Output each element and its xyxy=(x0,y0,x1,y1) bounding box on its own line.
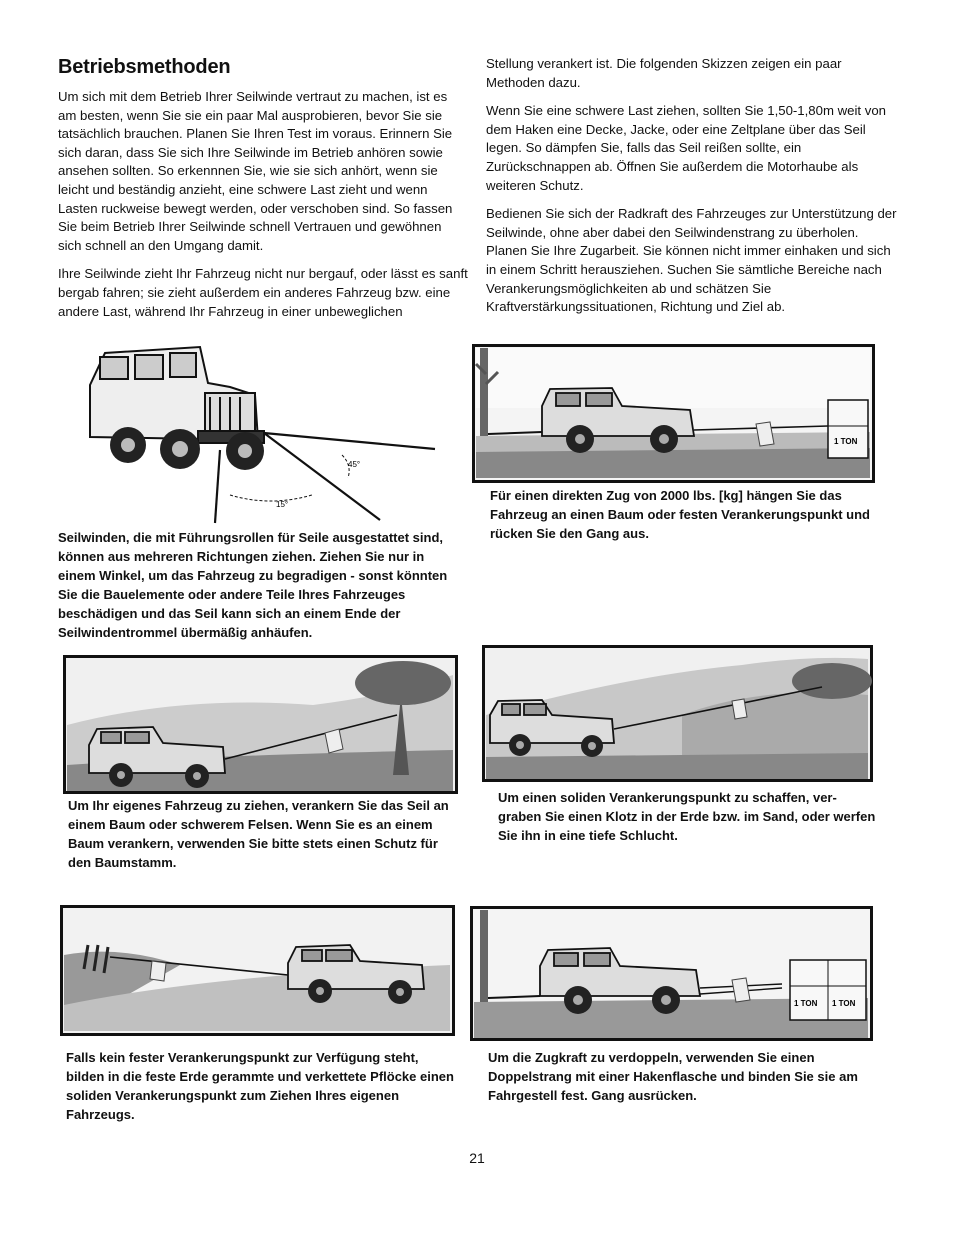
direct-pull-illustration xyxy=(472,344,876,484)
figure-caption: Seilwinden, die mit Führungsrollen für Seile ausgestattet sind, können aus mehreren Richtungen ziehen. Ziehen Sie nur in einem Winkel, um das Fahrzeug zu begradigen - sonst könnten Sie die Bauelemente oder andere Teile Ihres Fahrzeuges beschädigen und das Seil kann sich an einem Ende der Seilwindentrommel übermäßig anhäufen. xyxy=(58,530,448,640)
figure-caption: Falls kein fester Verankerungspunkt zur Verfügung steht, bilden in die feste Erde gerammte und verkettete Pflöcke einen soliden Verankerungspunkt zum Ziehen Ihres eigenen Fahrzeugs. xyxy=(66,1050,454,1122)
right-text-column xyxy=(486,55,898,327)
paragraph: Um sich mit dem Betrieb Ihrer Seilwinde vertraut zu machen, ist es am besten, wenn Sie sie ein paar Mal ausprobieren, bevor Sie sie tatsächlich brauchen. Planen Sie Ihren Test im voraus. Erinnern Sie sich daran, dass Sie sich Ihre Seilwinde im Betrieb anhören sowie ansehen sollten. So erkennnen Sie, wie sie sich anhört, wenn sie leicht und beständig anzieht, eine schwere Last zieht und wenn Lasten ruckweise bewegt werden, oder verschoben sind. So fassen Sie beim Betrieb Ihrer Seilwinde schnell Vertrauen und gewöhnen sich schnell an den Umgang damit. xyxy=(58,89,453,253)
buried-log-illustration xyxy=(482,645,874,783)
angle-label-15: 15° xyxy=(276,500,289,509)
jeep-angle-illustration xyxy=(80,345,450,525)
tree-anchor-illustration xyxy=(63,655,459,795)
load-label: 1 TON xyxy=(794,999,818,1008)
paragraph: Wenn Sie eine schwere Last ziehen, sollten Sie 1,50-1,80m weit von dem Haken eine Decke, Jacke, oder eine Zeltplane über das Seil legen. So dämpfen Sie, falls das Seil reißen sollte, ein Zurückschnappen ab. Öffnen Sie außerdem die Motorhaube als weiteren Schutz. xyxy=(486,103,887,193)
figure-caption: Um Ihr eigenes Fahrzeug zu ziehen, verankern Sie das Seil an einem Baum oder schwerem Felsen. Wenn Sie es an einem Baum verankern, verwenden Sie bitte stets einen Schutz für den Baumstamm. xyxy=(68,798,449,870)
figure-caption: Um die Zugkraft zu verdoppeln, verwenden Sie einen Doppelstrang mit einer Hakenflasche und binden Sie sie am Fahrgestell fest. Gang ausrücken. xyxy=(488,1050,858,1103)
page-number: 21 xyxy=(469,1150,485,1166)
figure-caption: Für einen direkten Zug von 2000 lbs. [kg] hängen Sie das Fahrzeug an einen Baum oder festen Verankerungspunkt und rücken Sie den Gang aus. xyxy=(490,488,870,541)
left-text-column xyxy=(58,88,468,331)
load-label: 1 TON xyxy=(834,437,858,446)
angle-label-45: 45° xyxy=(348,460,361,469)
double-line-illustration xyxy=(470,906,874,1042)
paragraph: Stellung verankert ist. Die folgenden Skizzen zeigen ein paar Methoden dazu. xyxy=(486,56,842,90)
stakes-anchor-illustration xyxy=(60,905,456,1037)
figure-caption: Um einen soliden Verankerungspunkt zu schaffen, ver-graben Sie einen Klotz in der Erde bzw. im Sand, oder werfen Sie ihn in eine tiefe Schlucht. xyxy=(498,790,876,843)
paragraph: Ihre Seilwinde zieht Ihr Fahrzeug nicht nur bergauf, oder lässt es sanft bergab fahren; sie zieht außerdem ein anderes Fahrzeug bzw. eine andere Last, während Ihr Fahrzeug in einer unbeweglichen xyxy=(58,266,468,319)
page-title: Betriebsmethoden xyxy=(58,56,231,78)
paragraph: Bedienen Sie sich der Radkraft des Fahrzeuges zur Unterstützung der Seilwinde, ohne aber dabei den Seilwindenstrang zu überholen. Planen Sie Ihre Zugarbeit. Sie können nicht immer einhaken und sich in einem Schritt herausziehen. Suchen Sie sämtliche Bereiche nach Verankerungsmöglichkeiten ab und schätzen Sie Kraftverstärkungssituationen, Richtung und Ziel ab. xyxy=(486,206,897,315)
load-label: 1 TON xyxy=(832,999,856,1008)
